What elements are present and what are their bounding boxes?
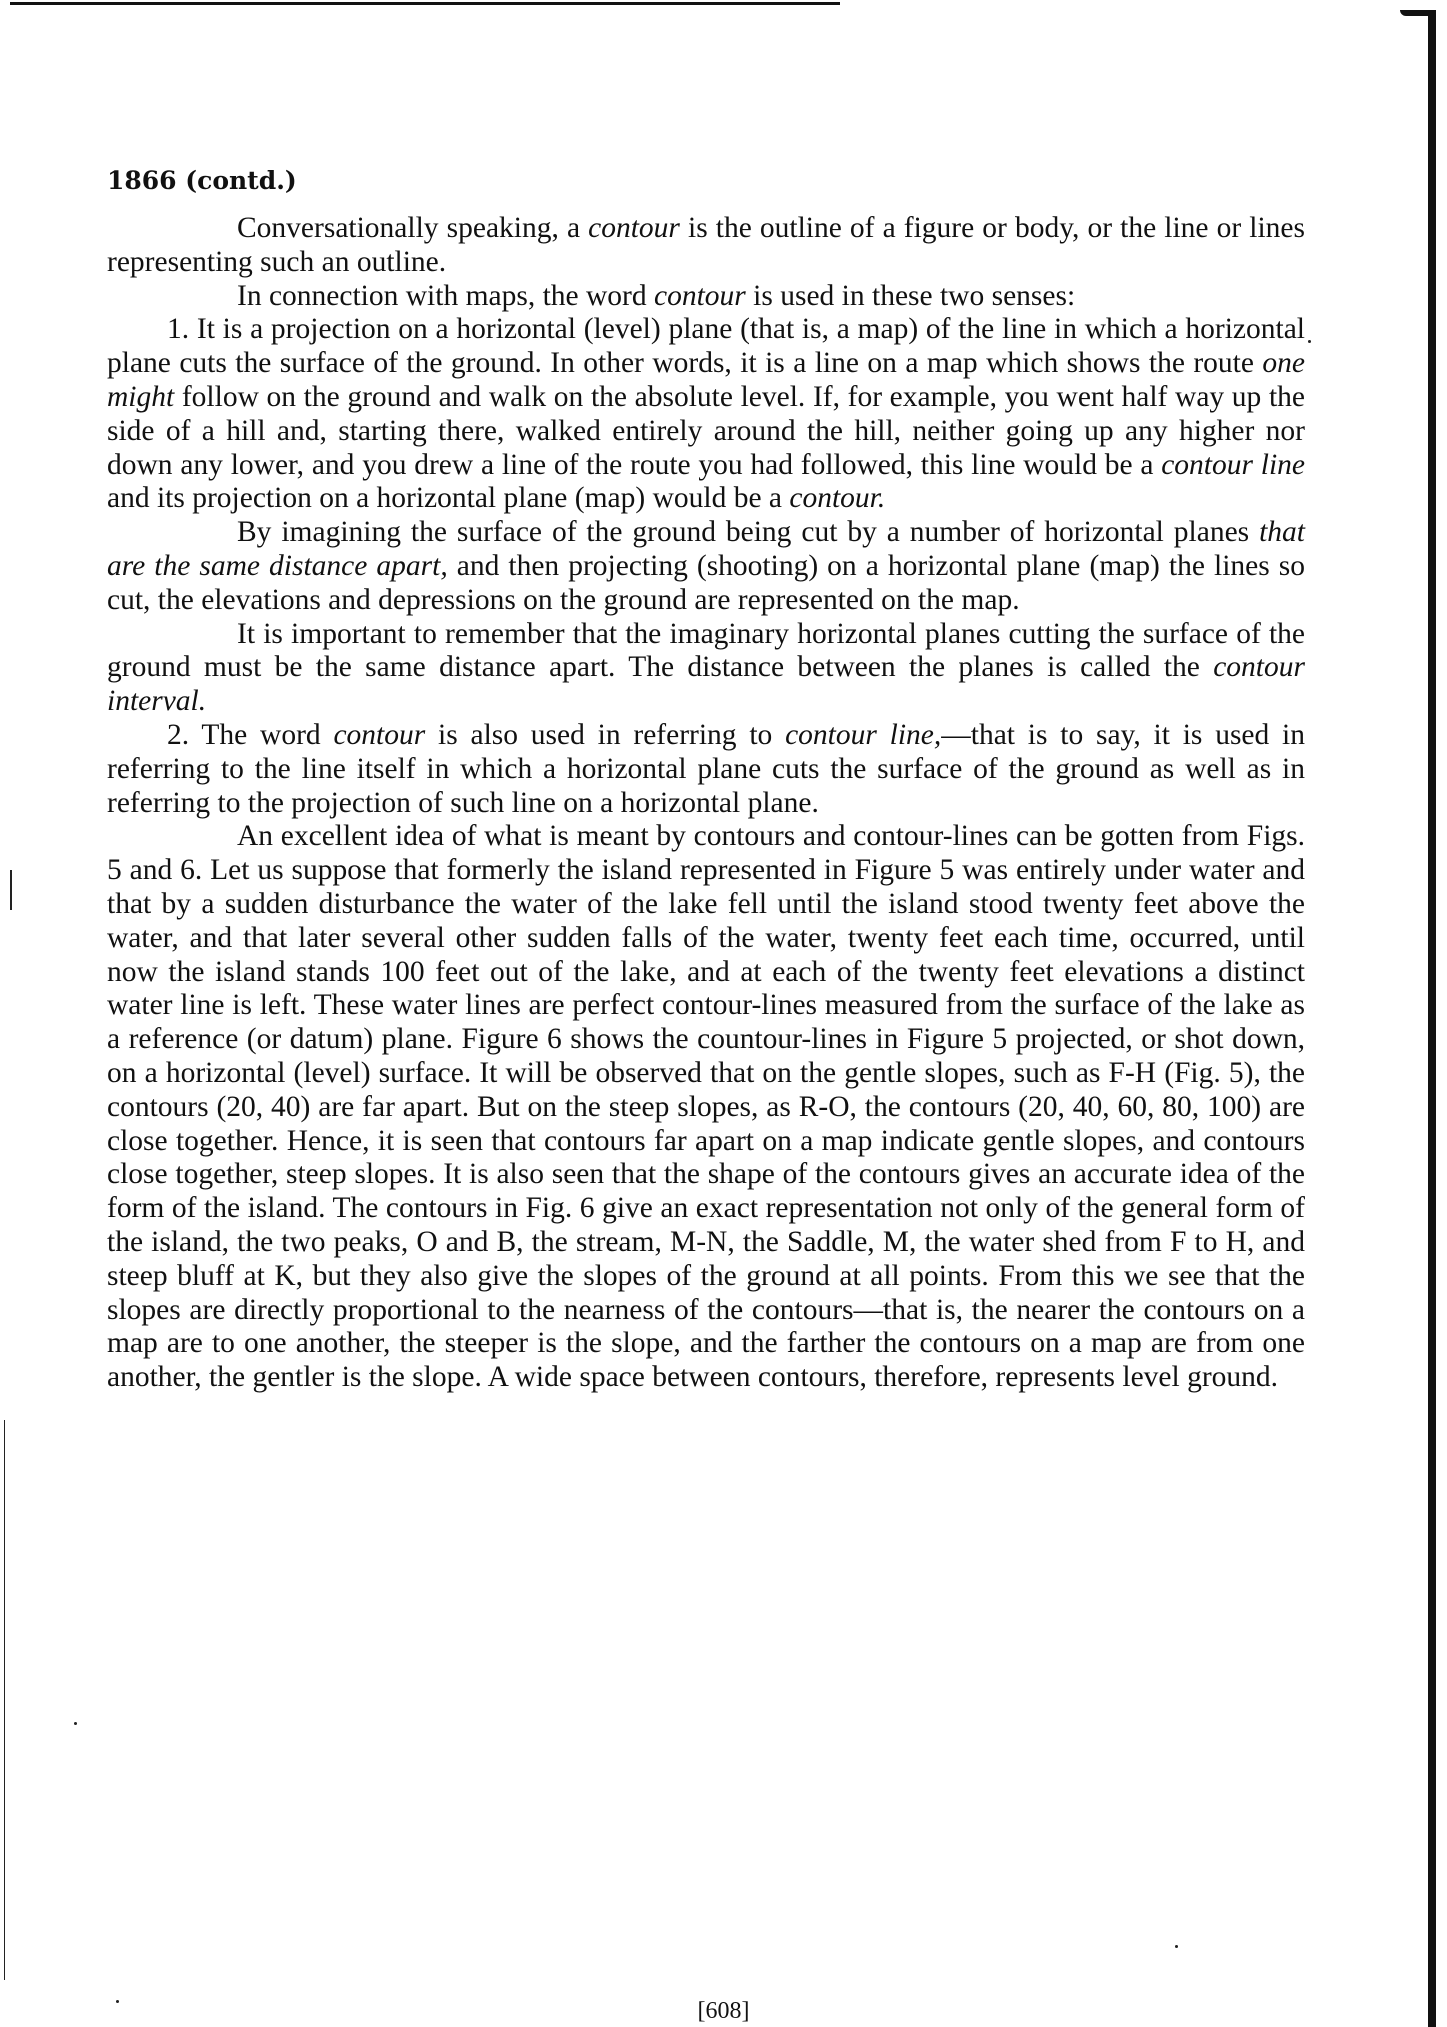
paragraph xyxy=(107,618,1305,719)
paragraph xyxy=(107,212,1305,280)
text-run: is the outline of a figure or body, or the line or lines representing such an outline. xyxy=(107,212,1305,278)
scan-speck xyxy=(1308,340,1311,343)
paragraph xyxy=(107,820,1305,1395)
paragraph xyxy=(107,280,1305,314)
text-run: and then projecting (shooting) on a horizontal plane (map) the lines so cut, the elevations and depressions on the ground are represented on the map. xyxy=(107,549,1306,616)
text-run: An excellent idea of what is meant by contours and contour-lines can be gotten from Figs. 5 and 6. Let us suppose that formerly the island represented in Figure 5 was entirely under water and that by a sudden disturbance the water of the lake fell until the island stood twenty feet above the water, and that later several other sudden falls of the water, twenty feet each time, occurred, until now the island stands 100 feet out of the lake, and at each of the twenty feet elevations a distinct water line is left. These water lines are perfect contour-lines measured from the surface of the lake as a reference (or datum) plane. Figure 6 shows the countour-lines in Figure 5 projected, or shot down, on a horizontal (level) surface. It will be observed that on the gentle slopes, such as F-H (Fig. 5), the contours (20, 40) are far apart. But on the steep slopes, as R-O, the contours (20, 40, 60, 80, 100) are close together. Hence, it is seen that contours far apart on a map indicate gentle slopes, and contours close together, steep slopes. It is also seen that the shape of the contours gives an accurate idea of the form of the island. The contours in Fig. 6 give an exact representation not only of the general form of the island, the two peaks, O and B, the stream, M-N, the Saddle, M, the water shed from F to H, and steep bluff at K, but they also give the slopes of the ground at all points. From this we see that the slopes are directly proportional to the nearness of the contours—that is, the nearer the contours on a map are to one another, the steeper is the slope, and the farther the contours on a map are from one another, the gentler is the slope. A wide space between contours, therefore, represents level ground. xyxy=(107,820,1305,1394)
italic-term: contour xyxy=(654,279,746,312)
italic-term: contour xyxy=(333,718,426,751)
scan-top-edge xyxy=(10,2,840,5)
text-run: follow on the ground and walk on the absolute level. If, for example, you went half way up the side of a hill and, starting there, walked entirely around the hill, neither going up any higher nor down any lower, and you drew a line of the route you had followed, this line would be a xyxy=(107,380,1305,481)
paragraph xyxy=(107,516,1305,617)
scan-binding-edge xyxy=(1428,12,1436,2027)
text-run: 2. The word xyxy=(167,718,334,751)
body-text xyxy=(107,212,1305,1395)
italic-term: contour interval. xyxy=(107,651,1305,718)
scan-artifact-mark xyxy=(4,1420,5,1980)
italic-term: one might xyxy=(107,347,1305,413)
text-run: is used in these two senses: xyxy=(745,279,1076,312)
italic-term: contour. xyxy=(789,482,886,515)
paragraph xyxy=(107,719,1305,820)
text-run: 1. It is a projection on a horizontal (level) plane (that is, a map) of the line in which a horizontal plane cuts the surface of the ground. In other words, it is a line on a map which shows the route xyxy=(107,313,1305,380)
text-run: and its projection on a horizontal plane (map) would be a xyxy=(107,482,790,515)
paragraph xyxy=(107,313,1305,516)
page-number: [608] xyxy=(697,1998,750,2024)
italic-term: that are the same distance apart, xyxy=(107,516,1305,582)
text-run: In connection with maps, the word xyxy=(237,279,655,312)
scan-speck xyxy=(74,1722,77,1725)
scan-artifact-mark xyxy=(10,870,12,910)
italic-term: contour xyxy=(588,212,680,244)
text-run: By imagining the surface of the ground being cut by a number of horizontal planes xyxy=(237,516,1260,549)
text-run: is also used in referring to xyxy=(425,718,786,751)
text-run: It is important to remember that the imaginary horizontal planes cutting the surface of the ground must be the same distance apart. The distance between the planes is called the xyxy=(107,617,1305,684)
text-run: Conversationally speaking, a xyxy=(237,212,589,244)
text-run: —that is to say, it is used in referring to the line itself in which a horizontal plane cuts the surface of the ground as well as in referring to the projection of such line on a horizontal plane. xyxy=(107,718,1305,819)
italic-term: contour line, xyxy=(785,718,942,751)
italic-term: contour line xyxy=(1161,448,1305,481)
section-heading: 1866 (contd.) xyxy=(107,166,297,195)
scan-speck xyxy=(1175,1945,1178,1948)
